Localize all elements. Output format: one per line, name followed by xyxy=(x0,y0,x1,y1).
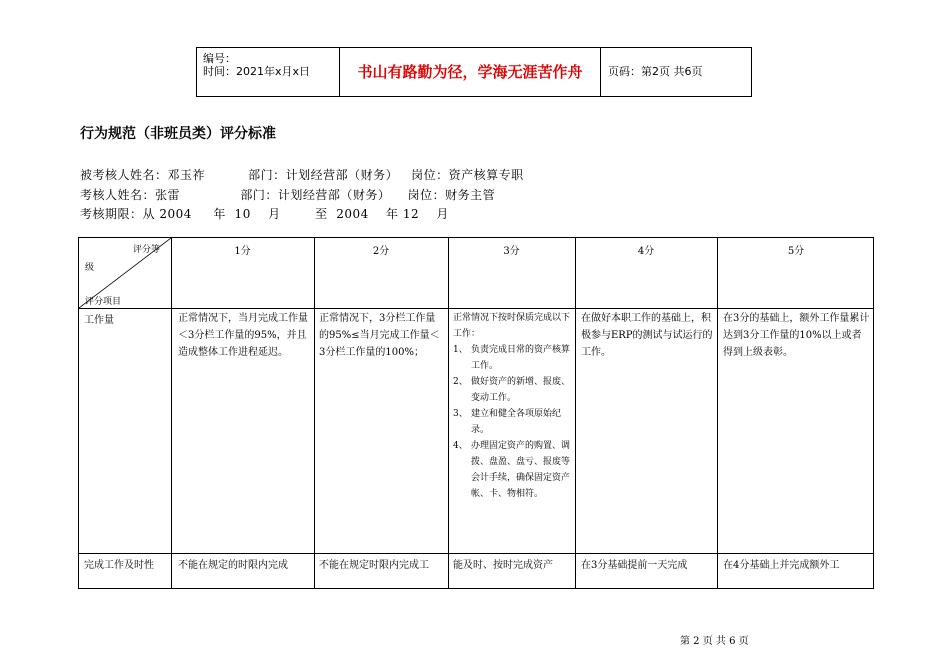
workload-score-4: 在做好本职工作的基础上，积极参与ERP的测试与试运行的工作。 xyxy=(581,313,713,358)
workload-score-3 xyxy=(453,310,571,502)
col-divider xyxy=(448,238,449,588)
workload-duty-list xyxy=(453,342,571,502)
row-item-workload: 工作量 xyxy=(84,315,114,326)
corner-item-label: 评分项目 xyxy=(85,297,122,307)
code-label: 编号： xyxy=(203,52,236,65)
workload-score-2: 正常情况下，3分栏工作量的95%≤当月完成工作量＜3分栏工作量的100%； xyxy=(319,313,440,358)
col-divider xyxy=(314,238,315,588)
timeliness-score-5: 在4分基础上并完成额外工 xyxy=(723,560,840,571)
workload-score-5: 在3分的基础上，额外工作量累计达到3分工作量的10%以上或者得到上级表彰。 xyxy=(723,313,870,358)
row-item-timeliness: 完成工作及时性 xyxy=(84,560,154,571)
column-header-4: 4分 xyxy=(637,246,655,257)
page-label: 页码：第2页 共6页 xyxy=(608,65,703,78)
list-item: 3、 建立和健全各项原始纪录。 xyxy=(453,409,562,435)
timeliness-score-3: 能及时、按时完成资产 xyxy=(453,560,553,571)
workload-score-1: 正常情况下，当月完成工作量＜3分栏工作量的95%，并且造成整体工作进程延迟。 xyxy=(178,313,308,358)
corner-grade-label: 评分等 xyxy=(133,245,161,255)
examinee-info: 被考核人姓名：邓玉祚 部门：计划经营部（财务） 岗位：资产核算专职 xyxy=(80,168,524,182)
column-header-2: 2分 xyxy=(372,246,390,257)
timeliness-score-4: 在3分基础提前一天完成 xyxy=(581,560,688,571)
col-divider xyxy=(171,238,172,588)
document-title: 行为规范（非班员类）评分标准 xyxy=(80,126,276,142)
col-divider xyxy=(575,238,576,588)
column-header-3: 3分 xyxy=(503,246,520,257)
column-header-1: 1分 xyxy=(234,246,251,257)
page-footer: 第 2 页 共 6 页 xyxy=(680,636,749,647)
list-item: 2、 做好资产的新增、报废、变动工作。 xyxy=(453,377,571,403)
col-divider xyxy=(717,238,718,588)
row-divider xyxy=(79,553,873,554)
header-meta xyxy=(197,48,340,96)
row-divider xyxy=(79,308,873,309)
period-info: 考核期限：从 2004 年 10 月 至 2004 年 12 月 xyxy=(80,207,449,221)
scoring-table xyxy=(78,237,874,589)
list-item: 1、 负责完成日常的资产核算工作。 xyxy=(453,345,571,371)
timeliness-score-1: 不能在规定的时限内完成 xyxy=(178,560,288,571)
timeliness-score-2: 不能在规定时限内完成工 xyxy=(319,560,429,571)
list-item: 4、 办理固定资产的购置、调拨、盘盈、盘亏、报废等会计手续，确保固定资产帐、卡、物相符。 xyxy=(453,441,571,499)
header-box xyxy=(196,47,752,97)
corner-grade-label-2: 级 xyxy=(85,263,95,273)
column-header-5: 5分 xyxy=(787,246,805,257)
motto: 书山有路勤为径，学海无涯苦作舟 xyxy=(340,48,601,96)
workload-score-3-intro: 正常情况下按时保质完成以下工作： xyxy=(453,313,571,339)
time-label: 时间：2021年x月x日 xyxy=(203,65,311,78)
examiner-info: 考核人姓名：张雷 部门：计划经营部（财务） 岗位：财务主管 xyxy=(80,188,496,202)
